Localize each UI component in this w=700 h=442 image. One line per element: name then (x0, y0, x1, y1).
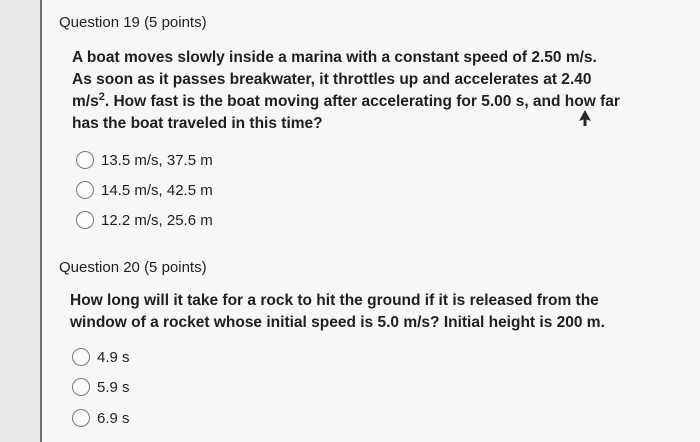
radio-button[interactable] (76, 181, 94, 199)
option-label: 4.9 s (97, 348, 130, 366)
radio-button[interactable] (76, 151, 94, 169)
question-19-title: Question 19 (59, 14, 140, 31)
question-19-option-2[interactable] (76, 181, 213, 199)
question-20-points: (5 points) (144, 259, 207, 276)
option-label: 14.5 m/s, 42.5 m (101, 181, 213, 199)
option-label: 13.5 m/s, 37.5 m (101, 151, 213, 169)
option-label: 12.2 m/s, 25.6 m (101, 211, 213, 229)
radio-button[interactable] (76, 211, 94, 229)
question-19-text: A boat moves slowly inside a marina with a constant speed of 2.50 m/s. As soon as it passes breakwater, it throttles up and accelerates at 2.40 $m/s^2$. How fast is the boat moving after accelerating for 5.00 s, and how far has the boat traveled in this time? (72, 49, 620, 132)
question-20-option-3[interactable] (72, 409, 130, 427)
question-20-title: Question 20 (59, 259, 140, 276)
radio-button[interactable] (72, 348, 90, 366)
question-20-option-1[interactable] (72, 348, 130, 366)
radio-button[interactable] (72, 378, 90, 396)
option-label: 5.9 s (97, 378, 130, 396)
question-19-header (59, 14, 207, 31)
page-left-border (40, 0, 42, 442)
question-19-points: (5 points) (144, 14, 207, 31)
question-20-option-2[interactable] (72, 378, 130, 396)
mouse-pointer-icon (578, 110, 592, 126)
option-label: 6.9 s (97, 409, 130, 427)
radio-button[interactable] (72, 409, 90, 427)
question-19-option-3[interactable] (76, 211, 213, 229)
question-20-text: How long will it take for a rock to hit the ground if it is released from the window of a rocket whose initial speed is 5.0 m/s? Initial height is 200 m. (70, 292, 605, 331)
question-19-option-1[interactable] (76, 151, 213, 169)
question-20-header (59, 259, 207, 276)
